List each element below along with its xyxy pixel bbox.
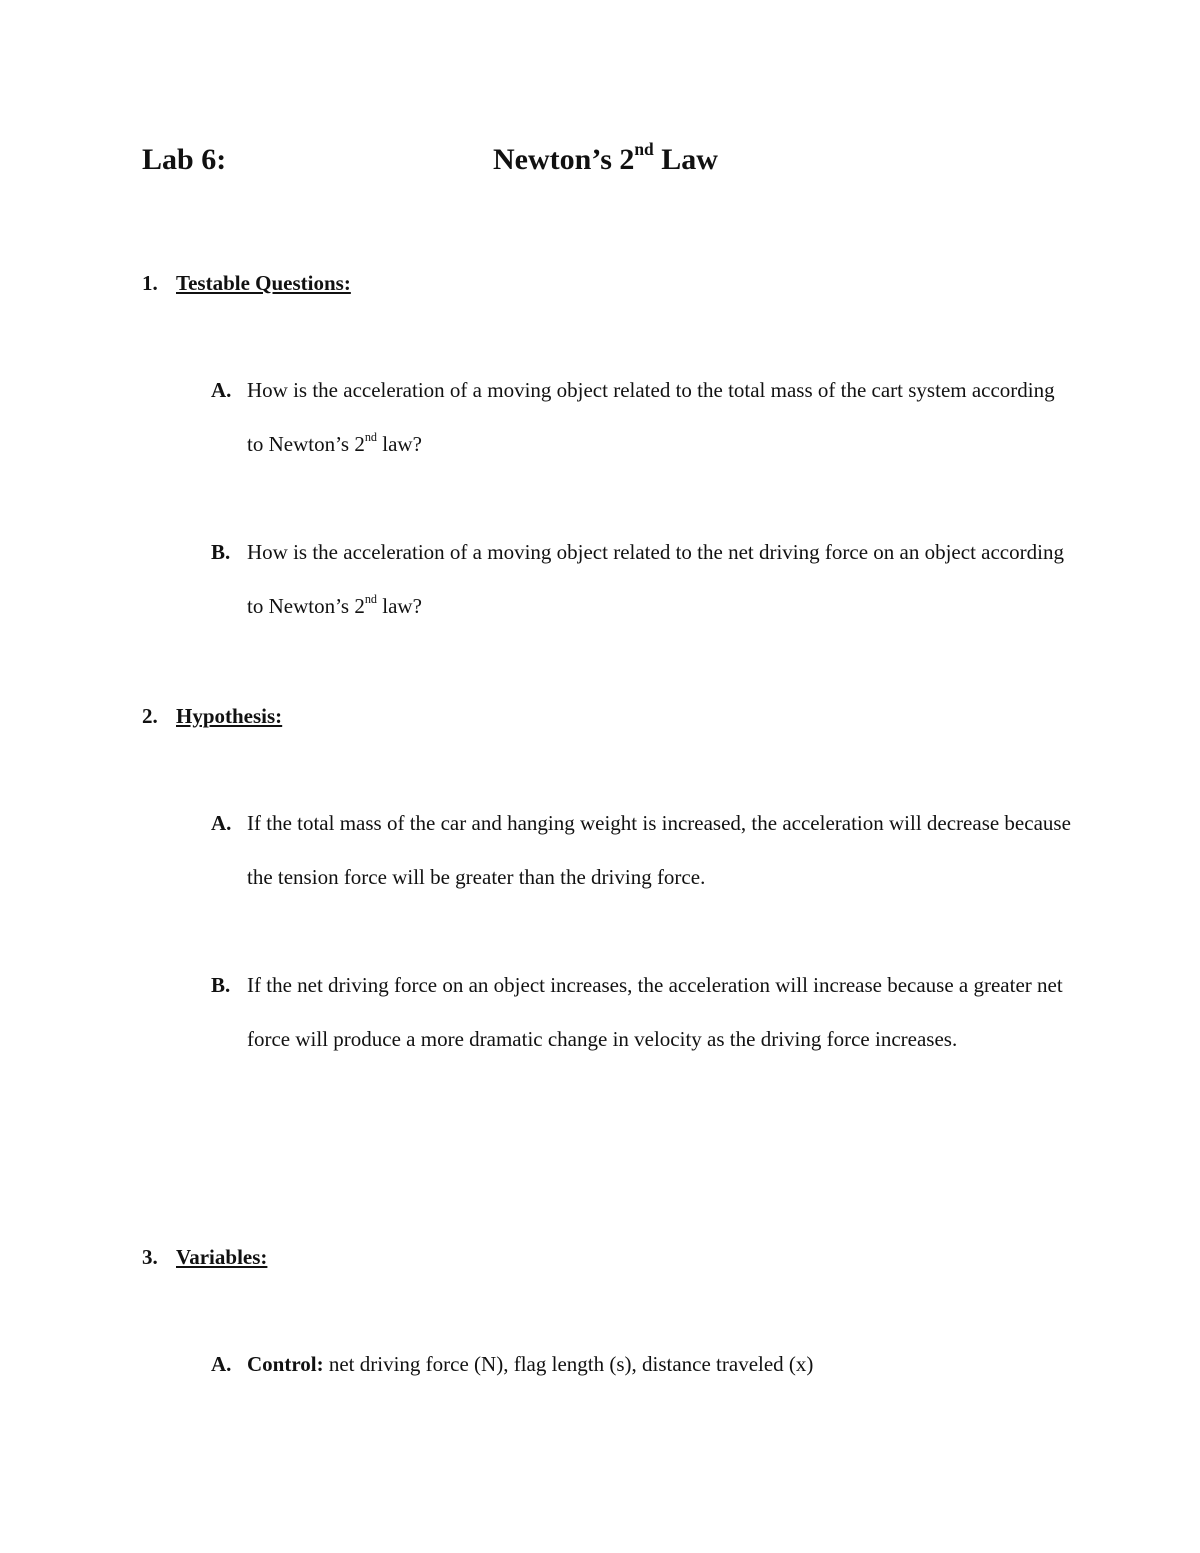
- item-text-main: net driving force (N), flag length (s), distance traveled (x): [323, 1352, 814, 1376]
- item-text-end: law?: [377, 432, 422, 456]
- item-text: If the total mass of the car and hanging weight is increased, the acceleration will decrease because the tension force will be greater than the driving force.: [247, 811, 1071, 889]
- lab-topic-suffix: Law: [653, 143, 718, 176]
- lab-topic-superscript: nd: [634, 139, 654, 160]
- item-text-end: law?: [377, 594, 422, 618]
- item-letter: B.: [211, 973, 231, 997]
- item-text: [247, 1337, 1071, 1391]
- item-text: [247, 363, 1071, 471]
- item-label: Control:: [247, 1352, 324, 1376]
- item-text-main: How is the acceleration of a moving object related to the net driving force on an object according to Newton’s 2: [247, 540, 1064, 618]
- section-number: 3.: [142, 1245, 158, 1269]
- item-superscript: nd: [364, 592, 377, 607]
- section-heading: Testable Questions:: [176, 271, 351, 295]
- section-number: 2.: [142, 704, 158, 728]
- item-letter: A.: [211, 811, 232, 835]
- lab-topic-prefix: Newton’s 2: [493, 143, 635, 176]
- item-text: [247, 525, 1071, 633]
- section-number: 1.: [142, 271, 158, 295]
- item-text: If the net driving force on an object increases, the acceleration will increase because a greater net force will produce a more dramatic change in velocity as the driving force increases.: [247, 973, 1063, 1051]
- question-b: [211, 525, 1071, 633]
- lab-topic-title: [493, 140, 718, 180]
- question-a: [211, 363, 1071, 471]
- item-letter: B.: [211, 540, 231, 564]
- section-heading: Variables:: [176, 1245, 268, 1269]
- item-superscript: nd: [364, 430, 377, 445]
- item-letter: A.: [211, 1352, 232, 1376]
- section-variables: [142, 1242, 267, 1272]
- lab-number-title: Lab 6:: [142, 143, 227, 176]
- hypothesis-b: [211, 958, 1071, 1066]
- section-hypothesis: [142, 701, 282, 731]
- variable-control: [211, 1337, 1071, 1391]
- item-letter: A.: [211, 378, 232, 402]
- section-testable-questions: [142, 268, 351, 298]
- section-heading: Hypothesis:: [176, 704, 283, 728]
- item-text-main: How is the acceleration of a moving object related to the total mass of the cart system according to Newton’s 2: [247, 378, 1055, 456]
- hypothesis-a: [211, 796, 1071, 904]
